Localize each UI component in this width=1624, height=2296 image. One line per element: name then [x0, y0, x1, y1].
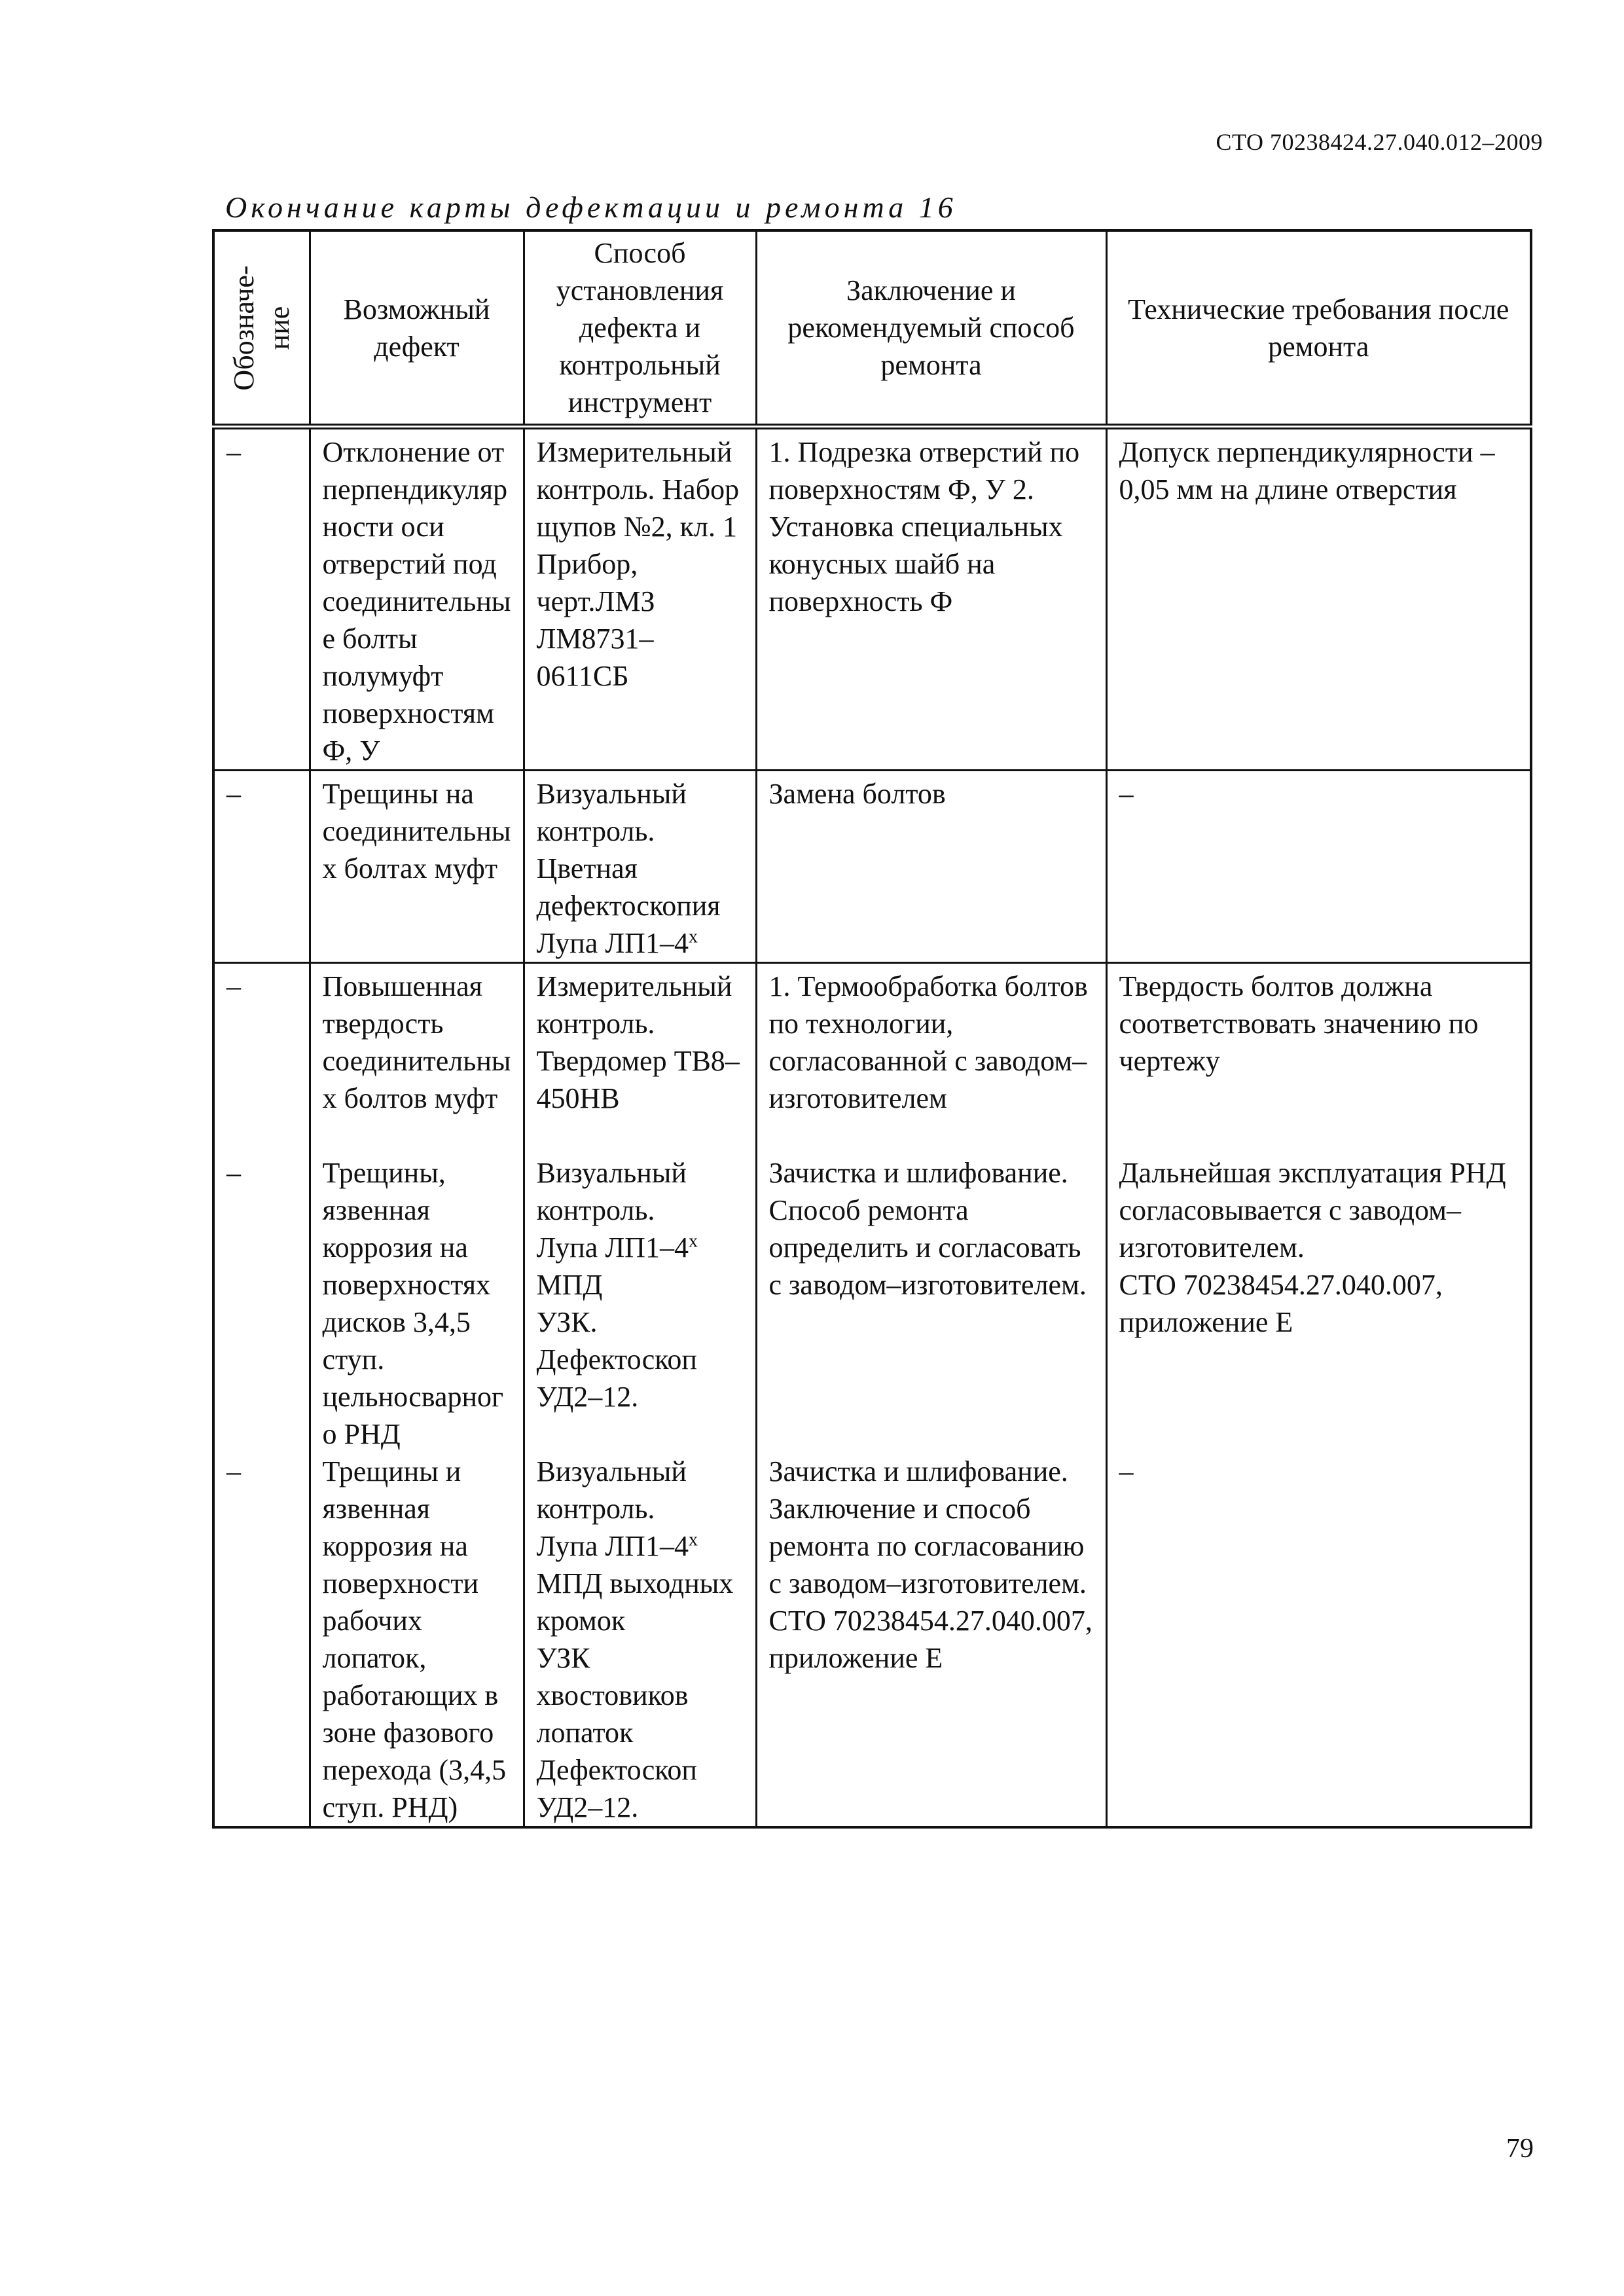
method-magnifier [537, 924, 744, 962]
cell-conclusion [756, 963, 1106, 1828]
cell-conclusion: 1. Подрезка отверстий по поверхностям Ф, У 2. Установка специальных конусных шайб на поверхность Ф [756, 427, 1106, 771]
conclusion-b [769, 1154, 1094, 1453]
method-b-magnifier [537, 1229, 744, 1266]
table-row [213, 963, 1531, 1828]
cell-defect: Отклонение от перпендикулярности оси отверстий под соединительные болты полумуфт поверхностям Ф, У [310, 427, 524, 771]
cell-designation: – [213, 771, 310, 963]
requirements-a: Твердость болтов должна соответствовать значению по чертежу [1119, 970, 1479, 1077]
method-b-uzk: УЗК. [536, 1306, 598, 1338]
method-c-uzk: УЗК хвостовиков лопаток [536, 1642, 689, 1749]
conclusion-c [769, 1453, 1094, 1677]
cell-method [524, 963, 756, 1828]
requirements-b-operation: Дальнейшая эксплуатация РНД согласовывается с заводом–изготовителем. [1119, 1157, 1506, 1264]
conclusion-a: 1. Термообработка болтов по технологии, согласованной с заводом–изготовителем [768, 970, 1088, 1114]
magnifier-superscript: х [688, 1529, 698, 1550]
magnifier-superscript: х [688, 1231, 698, 1252]
conclusion-c-cleaning: Зачистка и шлифование. [768, 1455, 1068, 1487]
cell-defect [310, 963, 524, 1828]
cell-designation: – [213, 427, 310, 771]
method-c-visual: Визуальный контроль. [536, 1455, 687, 1525]
designation-c: – [226, 1455, 241, 1487]
header-conclusion: Заключение и рекомендуемый способ ремонта [756, 230, 1106, 427]
conclusion-b-method: Способ ремонта определить и согласовать с заводом–изготовителем. [768, 1194, 1087, 1301]
designation-a: – [226, 970, 241, 1002]
requirements-b-standard: СТО 70238454.27.040.007, приложение Е [1119, 1269, 1443, 1338]
method-b-flaw-detector: Дефектоскоп УД2–12. [536, 1343, 697, 1413]
header-method: Способ установления дефекта и контрольный инструмент [524, 230, 756, 427]
cell-conclusion: Замена болтов [756, 771, 1106, 963]
magnifier-label: Лупа ЛП1–4 [536, 1231, 689, 1264]
cell-method: Измерительный контроль. Набор щупов №2, кл. 1 Прибор, черт.ЛМЗ ЛМ8731–0611СБ [524, 427, 756, 771]
header-designation-line-2: ние [262, 306, 295, 350]
conclusion-c-agreement: Заключение и способ ремонта по согласованию с заводом–изготовителем. [768, 1493, 1087, 1599]
conclusion-b-cleaning: Зачистка и шлифование. [768, 1157, 1068, 1189]
cell-requirements [1106, 963, 1531, 1828]
method-c-magnifier [537, 1527, 744, 1565]
defect-c: Трещины и язвенная коррозия на поверхности рабочих лопаток, работающих в зоне фазового перехода (3,4,5 ступ. РНД) [322, 1455, 507, 1823]
method-b-visual: Визуальный контроль. [536, 1157, 687, 1226]
page-number: 79 [1506, 2134, 1534, 2164]
magnifier-superscript: х [688, 926, 698, 947]
cell-requirements: – [1106, 771, 1531, 963]
cell-method [524, 771, 756, 963]
defect-repair-table [212, 229, 1532, 1829]
header-requirements: Технические требования после ремонта [1106, 230, 1531, 427]
magnifier-label: Лупа ЛП1–4 [536, 1530, 689, 1562]
header-designation-line-1: Обозначе- [227, 264, 260, 391]
table-row [213, 427, 1531, 771]
cell-defect: Трещины на соединительных болтах муфт [310, 771, 524, 963]
method-c-flaw-detector: Дефектоскоп УД2–12. [536, 1754, 697, 1823]
header-designation [213, 230, 310, 427]
conclusion-c-standard: СТО 70238454.27.040.007, приложение Е [768, 1605, 1092, 1674]
table-header-row [213, 230, 1531, 427]
table-caption: Окончание карты дефектации и ремонта 16 [225, 191, 957, 224]
cell-requirements: Допуск перпендикулярности –0,05 мм на длине отверстия [1106, 427, 1531, 771]
method-b-mpd: МПД [536, 1269, 603, 1301]
requirements-c: – [1119, 1455, 1134, 1487]
method-c [537, 1453, 744, 1826]
defect-b: Трещины, язвенная коррозия на поверхностях дисков 3,4,5 ступ. цельносварного РНД [322, 1157, 504, 1450]
defect-a: Повышенная твердость соединительных болтов муфт [322, 970, 511, 1114]
method-a: Измерительный контроль. Твердомер ТВ8–450НВ [536, 970, 740, 1114]
designation-b: – [226, 1157, 241, 1189]
method-text: Визуальный контроль. Цветная дефектоскопия [536, 778, 721, 922]
requirements-b [1119, 1154, 1519, 1453]
cell-designation [213, 963, 310, 1828]
method-c-mpd: МПД выходных кромок [536, 1567, 734, 1637]
method-b [537, 1154, 744, 1453]
table-row [213, 771, 1531, 963]
document-code: СТО 70238424.27.040.012–2009 [1216, 129, 1543, 155]
header-defect: Возможный дефект [310, 230, 524, 427]
magnifier-label: Лупа ЛП1–4 [536, 927, 689, 959]
